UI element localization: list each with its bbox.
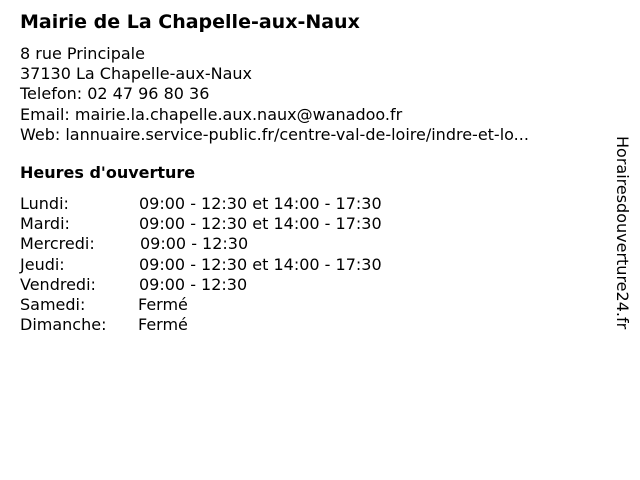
day-label: Jeudi: [20,254,65,274]
address-city: 37130 La Chapelle-aux-Naux [20,64,252,84]
time-value: Fermé [138,315,188,335]
day-label: Lundi: [20,194,69,213]
time-value: Fermé [138,294,188,314]
time-value: 09:00 - 12:30 et 14:00 - 17:30 [139,254,382,274]
site-watermark: Horairesdouverture24.fr [613,136,632,330]
day-label: Samedi: [20,294,86,314]
time-value: 09:00 - 12:30 [139,274,248,294]
time-value: 09:00 - 12:30 et 14:00 - 17:30 [139,194,382,213]
day-label: Mercredi: [20,234,95,254]
email-text: Email: mairie.la.chapelle.aux.naux@wanadoo.fr [20,104,403,124]
time-value: 09:00 - 12:30 et 14:00 - 17:30 [139,214,382,234]
day-label: Dimanche: [20,315,107,335]
hours-heading: Heures d'ouverture [20,163,196,182]
time-value: 09:00 - 12:30 [140,234,249,254]
phone-text: Telefon: 02 47 96 80 36 [20,84,210,104]
web-text: Web: lannuaire.service-public.fr/centre-val-de-loire/indre-et-lo... [20,124,529,144]
page-title: Mairie de La Chapelle-aux-Naux [20,11,360,33]
day-label: Mardi: [20,214,70,234]
address-street: 8 rue Principale [20,44,145,63]
day-label: Vendredi: [20,274,96,294]
contact-block [20,44,529,145]
